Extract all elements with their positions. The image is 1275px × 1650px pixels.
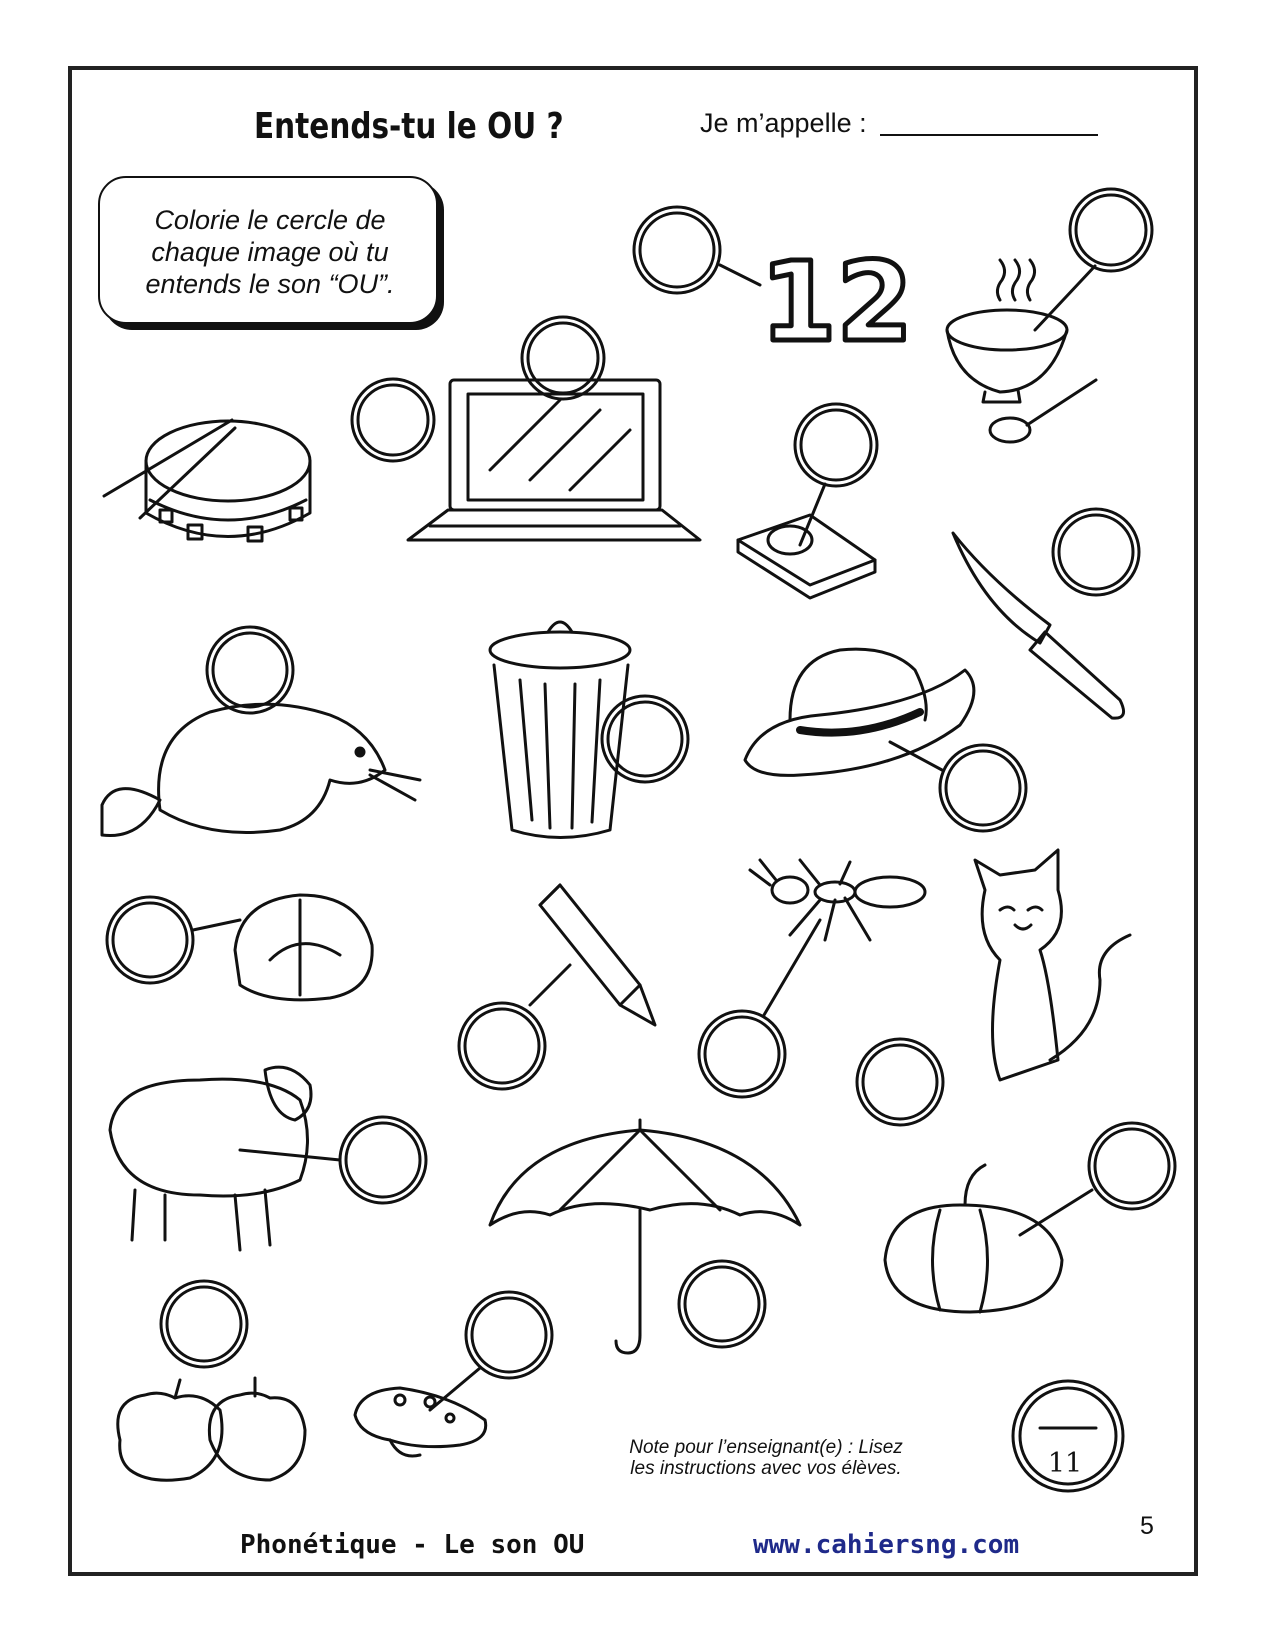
answer-circle[interactable] [340, 1117, 426, 1203]
answer-circle[interactable] [1070, 189, 1152, 271]
ant-icon [699, 860, 925, 1097]
answer-circle[interactable] [699, 1011, 785, 1097]
answer-circle[interactable] [602, 696, 688, 782]
answer-circle[interactable] [522, 317, 604, 399]
number-twelve-icon [634, 207, 913, 366]
teacher-note-line: les instructions avec vos élèves. [630, 1458, 902, 1479]
teacher-note [606, 1437, 926, 1479]
answer-circle[interactable] [1089, 1123, 1175, 1209]
cabbage-icon [107, 895, 372, 1000]
twelve-numeral: 12 [760, 238, 914, 366]
answer-circle[interactable] [857, 1039, 943, 1125]
instruction-line: chaque image où tu [151, 237, 389, 267]
page-number: 5 [1140, 1512, 1154, 1540]
instruction-line: entends le son “OU”. [145, 269, 395, 299]
answer-circle[interactable] [634, 207, 720, 293]
frog-icon [355, 1292, 552, 1456]
trash-can-icon [490, 622, 688, 838]
answer-circle[interactable] [207, 627, 293, 713]
pencil-icon [459, 885, 655, 1089]
footer-subject: Phonétique - Le son OU [240, 1530, 585, 1560]
beaver-icon [102, 627, 420, 836]
answer-circle[interactable] [161, 1281, 247, 1367]
answer-circle[interactable] [352, 379, 434, 461]
answer-circle[interactable] [107, 897, 193, 983]
teacher-note-line: Note pour l’enseignant(e) : Lisez [629, 1437, 903, 1458]
answer-circle[interactable] [679, 1261, 765, 1347]
apples-icon [118, 1281, 305, 1480]
cat-icon [857, 850, 1130, 1125]
answer-circle[interactable] [940, 745, 1026, 831]
knife-icon [953, 509, 1139, 718]
page-title: Entends-tu le OU ? [254, 106, 564, 147]
answer-circle[interactable] [459, 1003, 545, 1089]
umbrella-icon [490, 1120, 800, 1353]
drum-icon [104, 379, 434, 541]
instruction-line: Colorie le cercle de [154, 205, 386, 235]
answer-circle[interactable] [795, 404, 877, 486]
name-label: Je m’appelle : [700, 108, 867, 138]
footer-website-link[interactable]: www.cahiersng.com [753, 1530, 1020, 1560]
hat-icon [745, 649, 1026, 831]
answer-circle[interactable] [466, 1292, 552, 1378]
pumpkin-icon [885, 1123, 1175, 1312]
answer-circle[interactable] [1053, 509, 1139, 595]
score-total: 11 [1047, 1448, 1083, 1479]
laptop-icon [408, 317, 700, 540]
sheep-icon [110, 1067, 426, 1250]
computer-mouse-icon [738, 404, 877, 598]
soup-bowl-spoon-icon [947, 189, 1152, 442]
